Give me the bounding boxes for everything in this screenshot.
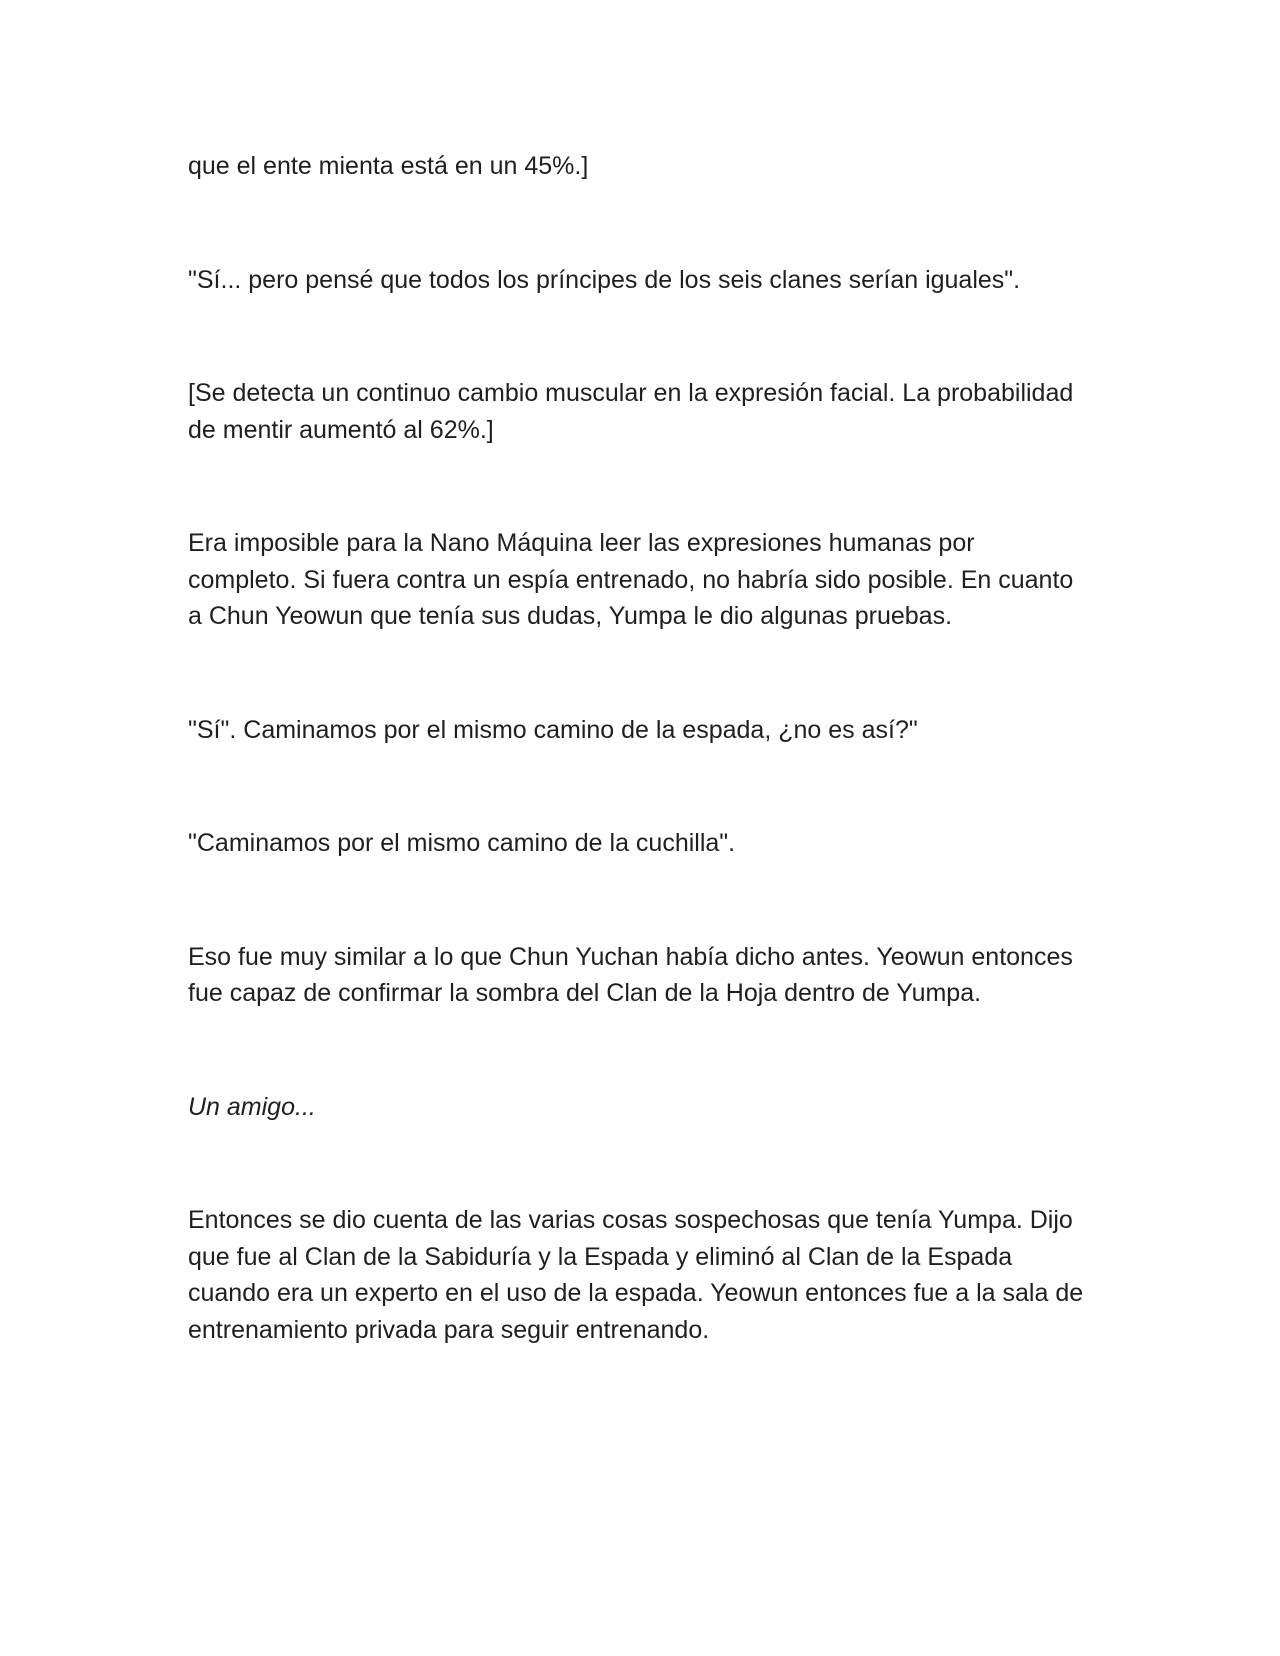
paragraph-6: "Caminamos por el mismo camino de la cuchilla". (188, 829, 736, 857)
paragraph-3: [Se detecta un continuo cambio muscular en la expresión facial. La probabilidad de mentir aumentó al 62%.] (188, 379, 1074, 444)
document-body (188, 148, 1088, 1348)
paragraph-8-italic: Un amigo... (188, 1092, 316, 1121)
paragraph-2: "Sí... pero pensé que todos los príncipes de los seis clanes serían iguales". (188, 265, 1021, 294)
paragraph-1: que el ente mienta está en un 45%.] (188, 152, 589, 180)
paragraph-9: Entonces se dio cuenta de las varias cosas sospechosas que tenía Yumpa. Dijo que fue al Clan de la Sabiduría y la Espada y eliminó al Clan de la Espada cuando era un experto en el uso de la espada. Yeowun entonces fue a la sala de entrenamiento privada para seguir entrenando. (188, 1206, 1084, 1344)
paragraph-7: Eso fue muy similar a lo que Chun Yuchan había dicho antes. Yeowun entonces fue capaz de confirmar la sombra del Clan de la Hoja dentro de Yumpa. (188, 942, 1073, 1007)
paragraph-4: Era imposible para la Nano Máquina leer las expresiones humanas por completo. Si fuera contra un espía entrenado, no habría sido posible. En cuanto a Chun Yeowun que tenía sus dudas, Yumpa le dio algunas pruebas. (188, 529, 1074, 630)
paragraph-5: "Sí". Caminamos por el mismo camino de la espada, ¿no es así?" (188, 715, 918, 744)
